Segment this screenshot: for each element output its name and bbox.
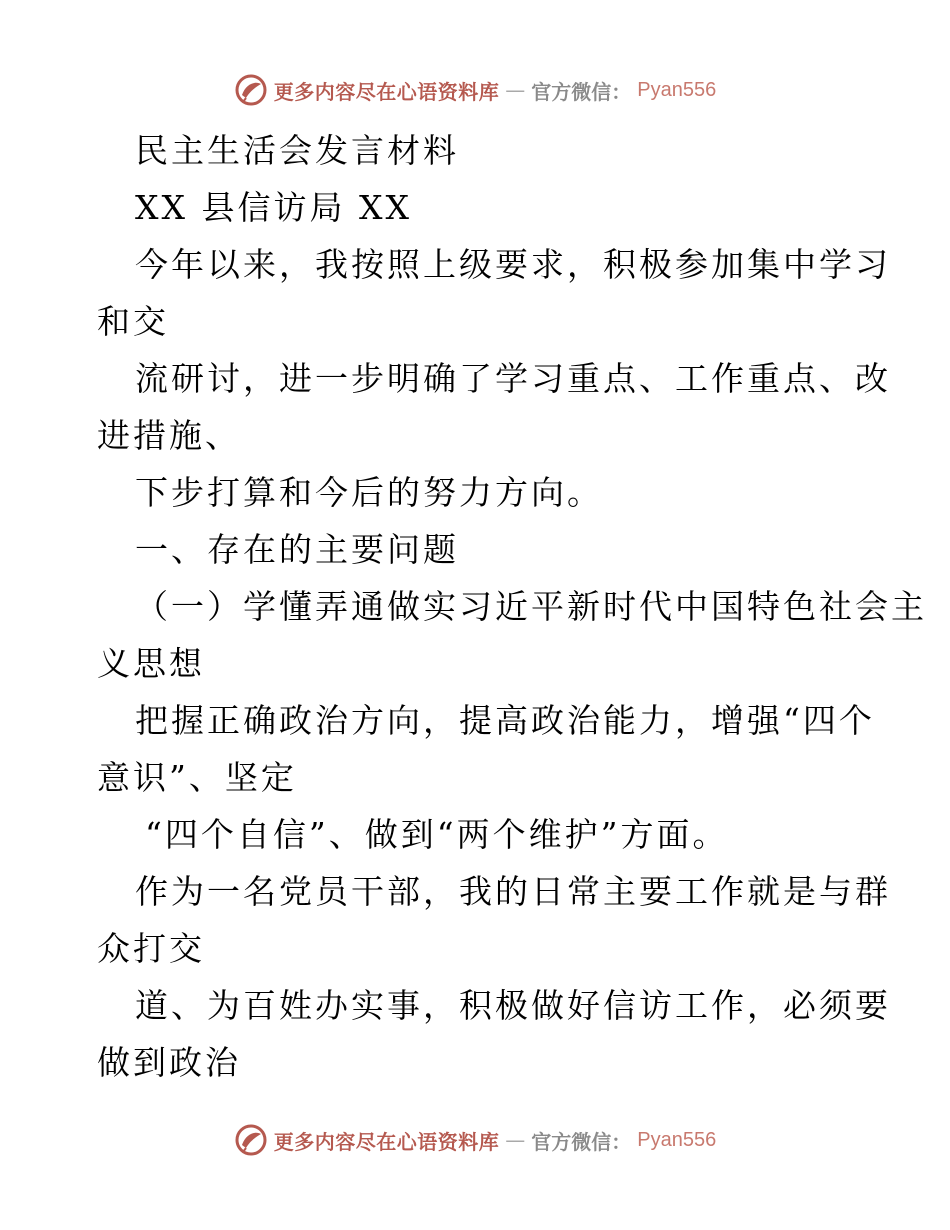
watermark-text: 更多内容尽在心语资料库 [273,1129,500,1154]
watermark-separator: — [505,1128,526,1152]
paragraph-line: 进措施、 [97,416,241,455]
watermark-wechat-id: Pyan556 [637,1128,717,1151]
document-author: XX 县信访局 XX [135,188,412,227]
pen-logo-icon [234,1123,268,1157]
watermark-wechat-label: 官方微信： [531,79,632,104]
section-heading: 一、存在的主要问题 [135,530,459,569]
paragraph-line: 下步打算和今后的努力方向。 [135,473,603,512]
paragraph-line: 众打交 [97,929,205,968]
watermark-separator: — [505,78,526,102]
header-watermark-banner [0,70,950,110]
subsection-heading-cont: 义思想 [97,644,205,683]
paragraph-line: 意识”、坚定 [97,758,297,797]
paragraph-line: 和交 [97,302,169,341]
paragraph-line: 把握正确政治方向，提高政治能力，增强“四个 [135,701,875,740]
watermark-text: 更多内容尽在心语资料库 [273,79,500,104]
paragraph-line: 道、为百姓办实事，积极做好信访工作，必须要 [135,986,891,1025]
paragraph-line: 流研讨，进一步明确了学习重点、工作重点、改 [135,359,891,398]
pen-logo-icon [234,73,268,107]
subsection-heading: （一）学懂弄通做实习近平新时代中国特色社会主 [135,587,927,626]
paragraph-line: 做到政治 [97,1043,241,1082]
watermark-wechat-id: Pyan556 [637,78,717,101]
watermark-wechat-label: 官方微信： [531,1129,632,1154]
paragraph-line: 作为一名党员干部，我的日常主要工作就是与群 [135,872,891,911]
paragraph-line: “四个自信”、做到“两个维护”方面。 [145,815,729,854]
document-title: 民主生活会发言材料 [135,131,459,170]
paragraph-line: 今年以来，我按照上级要求，积极参加集中学习 [135,245,891,284]
document-body [97,122,927,1091]
footer-watermark-banner [0,1120,950,1160]
